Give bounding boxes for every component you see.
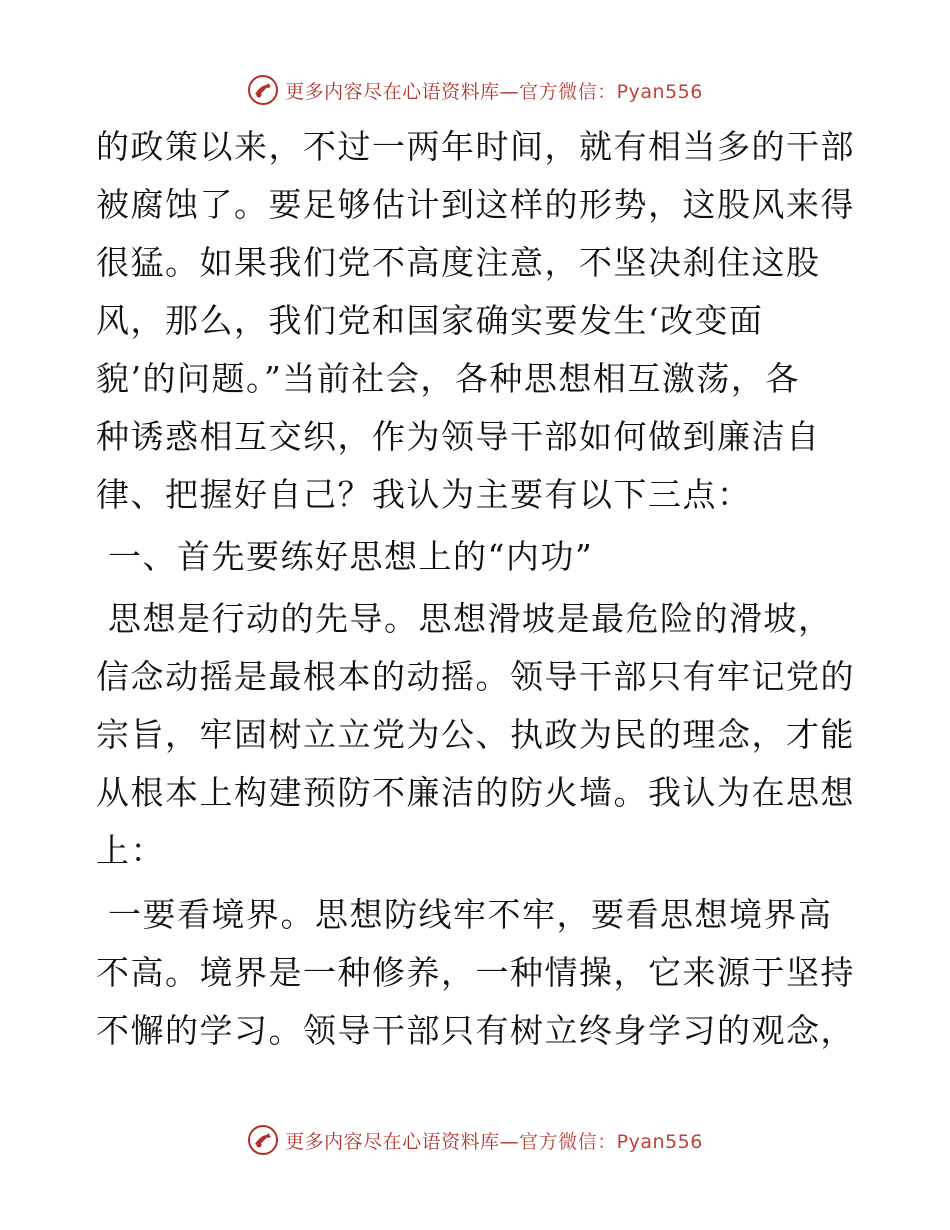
banner-text: 更多内容尽在心语资料库—官方微信：Pyan556 xyxy=(285,80,703,103)
paragraph-line: 被腐蚀了。要足够估计到这样的形势，这股风来得 xyxy=(96,185,855,224)
paragraph-line: 从根本上构建预防不廉洁的防火墙。我认为在思想 xyxy=(96,773,855,812)
paragraph-line: 宗旨，牢固树立立党为公、执政为民的理念，才能 xyxy=(96,715,855,754)
paragraph-line: 风，那么，我们党和国家确实要发生‘改变面 xyxy=(96,301,764,340)
header-watermark-banner xyxy=(0,70,950,110)
paragraph-line: 上： xyxy=(96,831,165,870)
paragraph-line: 的政策以来，不过一两年时间，就有相当多的干部 xyxy=(96,127,855,166)
book-logo-icon xyxy=(247,74,279,106)
paragraph-line: 信念动摇是最根本的动摇。领导干部只有牢记党的 xyxy=(96,657,855,696)
paragraph-line: 一要看境界。思想防线牢不牢，要看思想境界高 xyxy=(108,895,833,934)
paragraph-line: 不高。境界是一种修养，一种情操，它来源于坚持 xyxy=(96,953,855,992)
banner-text: 更多内容尽在心语资料库—官方微信：Pyan556 xyxy=(285,1130,703,1153)
book-logo-icon xyxy=(247,1124,279,1156)
paragraph-line: 思想是行动的先导。思想滑坡是最危险的滑坡， xyxy=(108,599,833,638)
document-body xyxy=(96,118,856,1060)
paragraph-line: 种诱惑相互交织，作为领导干部如何做到廉洁自 xyxy=(96,417,821,456)
section-heading: 一、首先要练好思想上的“内功” xyxy=(108,537,594,576)
paragraph-line: 很猛。如果我们党不高度注意，不坚决刹住这股 xyxy=(96,243,821,282)
paragraph-line: 律、把握好自己？我认为主要有以下三点： xyxy=(96,475,752,514)
paragraph-line: 不懈的学习。领导干部只有树立终身学习的观念， xyxy=(96,1011,855,1050)
footer-watermark-banner xyxy=(0,1120,950,1160)
paragraph-line: 貌’的问题。”当前社会，各种思想相互激荡，各 xyxy=(96,359,800,398)
